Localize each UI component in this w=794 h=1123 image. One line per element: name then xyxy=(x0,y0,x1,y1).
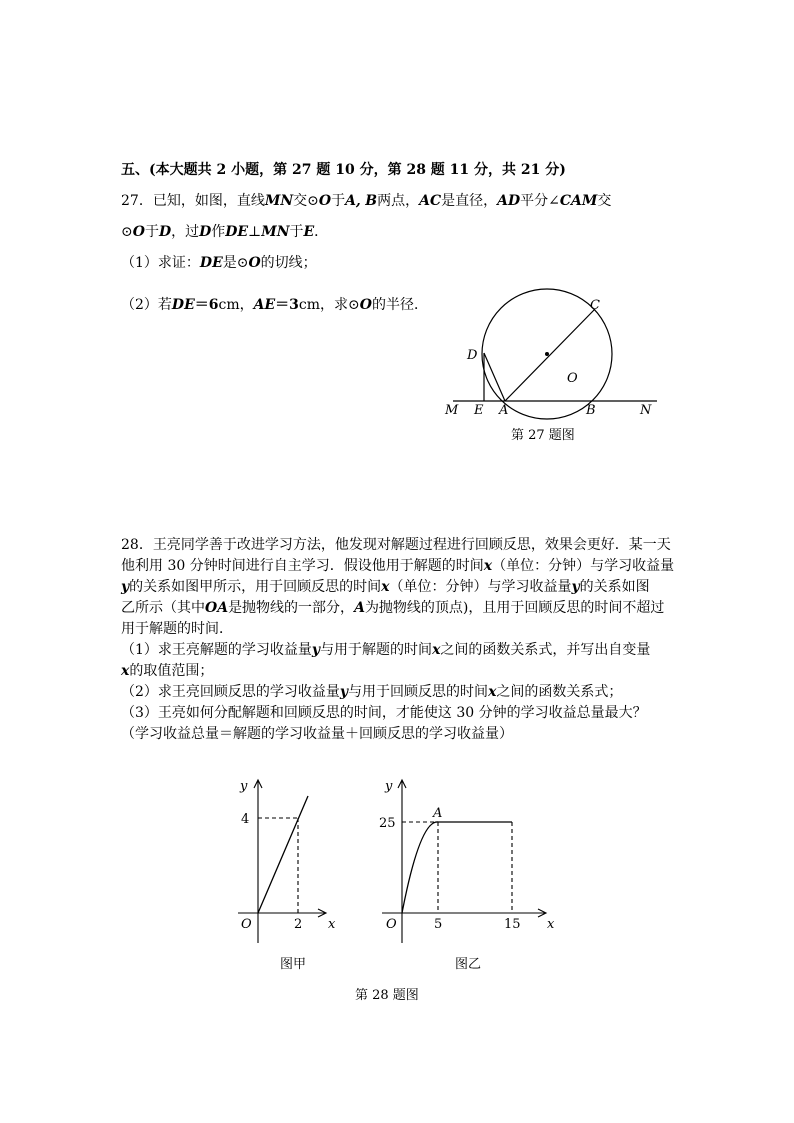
q28-sub-1: （1）求王亮解题的学习收益量y与用于解题的时间x之间的函数关系式，并写出自变量 xyxy=(121,642,651,658)
yi-parabola xyxy=(402,822,438,913)
label-c: C xyxy=(590,298,600,313)
q27-part-1: （1）求证：DE是⊙O的切线； xyxy=(121,255,317,271)
yi-y-tick: 25 xyxy=(379,816,396,831)
label-o: O xyxy=(567,371,578,386)
q28-para-2: 他利用 30 分钟时间进行自主学习．假设他用于解题的时间x（单位：分钟）与学习收益量 xyxy=(121,558,675,574)
label-n: N xyxy=(640,403,652,418)
q28-caption: 第 28 题图 xyxy=(355,988,419,1003)
jia-x-label: x xyxy=(328,917,336,932)
q28-para-5: 用于解题的时间． xyxy=(121,621,233,637)
q27-caption: 第 27 题图 xyxy=(511,428,575,443)
q27-line-1: 27．已知，如图，直线MN交⊙O于A, B两点，AC是直径，AD平分∠CAM交 xyxy=(121,193,612,209)
yi-origin: O xyxy=(386,917,397,932)
yi-y-label: y xyxy=(385,779,393,794)
section-title: 五、(本大题共 2 小题，第 27 题 10 分，第 28 题 11 分，共 21 分) xyxy=(121,162,566,178)
q28-para-4: 乙所示（其中OA是抛物线的一部分，A为抛物线的顶点)，且用于回顾反思的时间不超过 xyxy=(121,600,665,616)
label-a: A xyxy=(499,403,509,418)
yi-caption: 图乙 xyxy=(455,957,482,972)
label-m: M xyxy=(445,403,459,418)
jia-y-tick: 4 xyxy=(241,812,250,827)
circle-o xyxy=(482,289,612,419)
q28-sub-2: （2）求王亮回顾反思的学习收益量y与用于回顾反思的时间x之间的函数关系式； xyxy=(121,684,623,700)
q27-line-2: ⊙O于D，过D作DE⊥MN于E． xyxy=(121,224,329,240)
q28-sub-4: （学习收益总量＝解题的学习收益量＋回顾反思的学习收益量） xyxy=(121,726,513,742)
yi-x-tick-1: 5 xyxy=(434,917,443,932)
q28-sub-1b: x的取值范围； xyxy=(121,663,214,679)
yi-x-label: x xyxy=(547,917,555,932)
label-e: E xyxy=(474,403,484,418)
center-dot xyxy=(545,352,549,356)
jia-line xyxy=(258,796,308,913)
segment-ad xyxy=(484,353,505,401)
fig-jia xyxy=(238,780,326,943)
q28-para-3: y的关系如图甲所示，用于回顾反思的时间x（单位：分钟）与学习收益量y的关系如图 xyxy=(121,579,650,595)
label-d: D xyxy=(467,348,478,363)
yi-point-a: A xyxy=(433,806,443,821)
q28-para-1: 28．王亮同学善于改进学习方法，他发现对解题过程进行回顾反思，效果会更好．某一天 xyxy=(121,537,671,553)
jia-x-tick: 2 xyxy=(294,917,303,932)
jia-origin: O xyxy=(241,917,252,932)
fig-yi xyxy=(382,780,546,943)
diameter-ac xyxy=(505,309,595,401)
jia-y-label: y xyxy=(240,779,248,794)
jia-caption: 图甲 xyxy=(280,957,307,972)
yi-x-tick-2: 15 xyxy=(504,917,521,932)
q28-sub-3: （3）王亮如何分配解题和回顾反思的时间，才能使这 30 分钟的学习收益总量最大？ xyxy=(121,705,647,721)
q27-part-2: （2）若DE＝6cm，AE＝3cm，求⊙O的半径． xyxy=(121,297,428,313)
label-b: B xyxy=(586,403,596,418)
